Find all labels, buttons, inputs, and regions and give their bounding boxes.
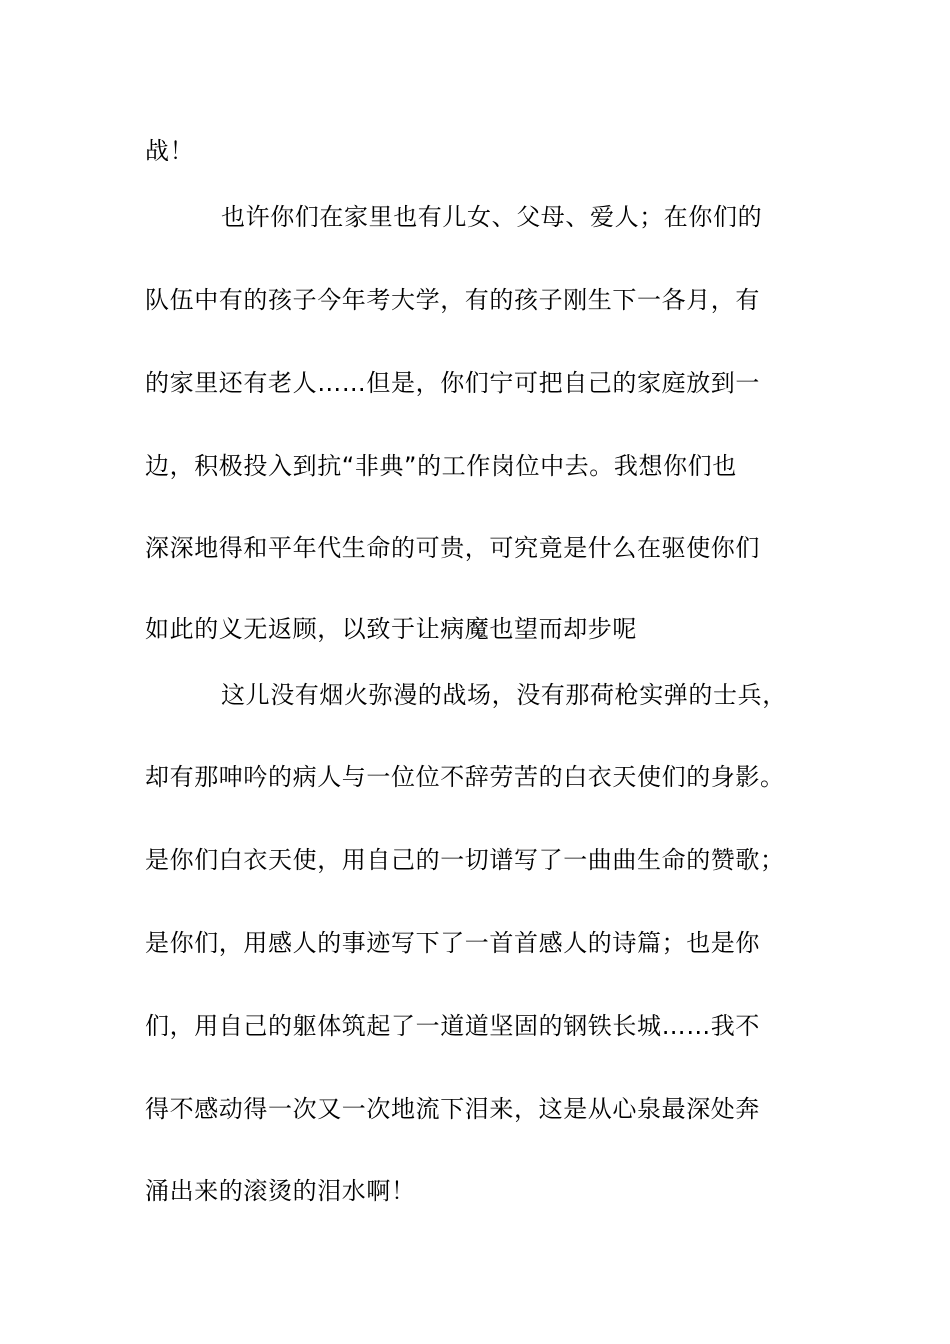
paragraph-start-line: 这儿没有烟火弥漫的战场，没有那荷枪实弹的士兵， bbox=[221, 681, 787, 709]
text-line: 深深地得和平年代生命的可贵，可究竟是什么在驱使你们 bbox=[145, 534, 760, 562]
text-line: 得不感动得一次又一次地流下泪来，这是从心泉最深处奔 bbox=[145, 1095, 760, 1123]
text-line: 们，用自己的躯体筑起了一道道坚固的钢铁长城……我不 bbox=[145, 1012, 760, 1040]
text-line: 的家里还有老人……但是，你们宁可把自己的家庭放到一 bbox=[145, 369, 760, 397]
text-line: 边，积极投入到抗“非典”的工作岗位中去。我想你们也 bbox=[145, 452, 737, 480]
text-line: 如此的义无返顾，以致于让病魔也望而却步呢 bbox=[145, 615, 637, 643]
text-line: 战！ bbox=[145, 137, 195, 165]
paragraph-start-line: 也许你们在家里也有儿女、父母、爱人；在你们的 bbox=[221, 203, 763, 231]
text-line: 却有那呻吟的病人与一位位不辞劳苦的白衣天使们的身影。 bbox=[145, 763, 785, 791]
text-line: 是你们，用感人的事迹写下了一首首感人的诗篇；也是你 bbox=[145, 929, 760, 957]
text-line: 是你们白衣天使，用自己的一切谱写了一曲曲生命的赞歌； bbox=[145, 846, 785, 874]
text-line: 队伍中有的孩子今年考大学，有的孩子刚生下一各月，有 bbox=[145, 286, 760, 314]
text-line: 涌出来的滚烫的泪水啊！ bbox=[145, 1177, 416, 1205]
